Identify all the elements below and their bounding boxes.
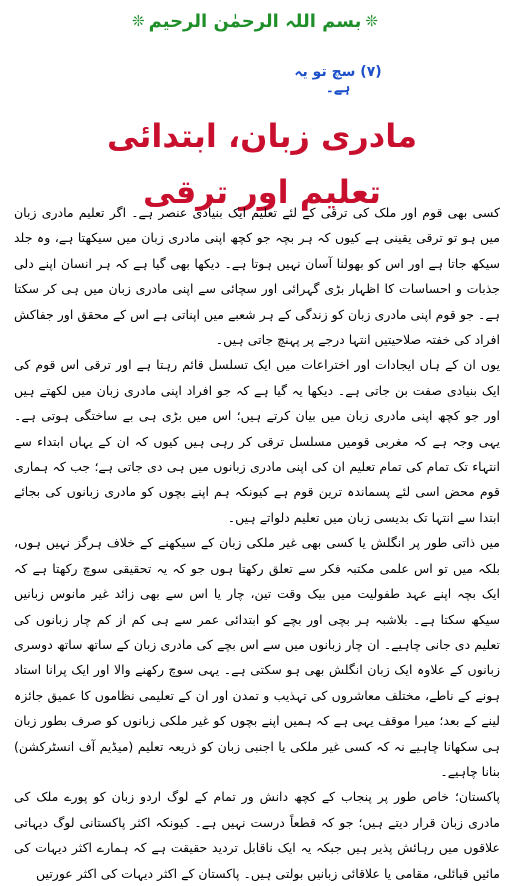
kicker-text: (۷) سچ تو یہ ہے۔: [294, 64, 382, 96]
ornament-left-icon: ❊: [365, 12, 378, 30]
paragraph-4: پاکستان؛ خاص طور پر پنجاب کے کچھ دانش ور تمام کے لوگ اردو زبان کو پورے ملک کی مادری زبان قرار دیتے ہیں؛ جو کہ قطعاً درست نہیں ہے۔ کیونکہ اکثر پاکستانی لوگ دیہاتی علاقوں میں رہائش پذیر ہیں جبکہ یہ ایک ناقابل تردید حقیقت ہے کہ ہمارے اکثر دیہات کی مائیں قبائلی، مقامی یا علاقائی زبانیں بولتی ہیں۔ پاکستان کے اکثر دیہات کی اکثر عورتیں: [14, 789, 500, 881]
paragraph-1: کسی بھی قوم اور ملک کی ترقی کے لئے تعلیم ایک بنیادی عنصر ہے۔ اگر تعلیم مادری زبان میں ہو تو ترقی یقینی ہے کیوں کہ ہر بچہ جو کچھ اپنی مادری زبان میں سیکھتا ہے، وہ جلد سیکھ جاتا ہے اور اس کو بھولنا آسان نہیں ہوتا ہے۔ دیکھا بھی گیا ہے کہ ہر انسان اپنے دلی جذبات و احساسات کا اظہار بڑی گہرائی اور سچائی سے اپنی مادری زبان میں ہی کر سکتا ہے۔ جو قوم اپنی مادری زبان کو زندگی کے ہر شعبے میں اپناتی ہے اس کے محقق اور جفاکش افراد کی خفتہ صلاحیتیں انتہا درجے پر پہنچ جاتی ہیں۔: [14, 205, 500, 348]
article-body: [14, 200, 500, 886]
bismillah-header: [112, 6, 398, 36]
paragraph-2: یوں ان کے ہاں ایجادات اور اختراعات میں ایک تسلسل قائم رہتا ہے اور ترقی اس قوم کی ایک بنیادی صفت بن جاتی ہے۔ دیکھا یہ گیا ہے کہ جو افراد اپنی مادری زبان میں لکھتے ہیں اور جو کچھ اپنی مادری زبان میں بیان کرتے ہیں؛ اس میں بڑی ہی بے ساختگی ہوتی ہے۔ یہی وجہ ہے کہ مغربی قومیں مسلسل ترقی کر رہی ہیں کیوں کہ ان کے یہاں ابتداء سے انتہاء تک تمام کی تمام تعلیم ان کی اپنی مادری زبانوں میں ہی دی جاتی ہے؛ جب کہ ہماری قوم محض اسی لئے پسماندہ ترین قوم ہے کیونکہ ہم اپنے بچوں کو مادری زبانوں کی بجائے ابتدا سے انتہا تک بدیسی زبان میں تعلیم دلواتے ہیں۔: [14, 357, 500, 525]
article-title: مادری زبان، ابتدائی تعلیم اور ترقی: [106, 117, 418, 211]
ornament-right-icon: ❊: [132, 12, 145, 30]
paragraph-3: میں ذاتی طور پر انگلش یا کسی بھی غیر ملکی زبان کے سیکھنے کے خلاف ہرگز نہیں ہوں، بلکہ میں تو اس علمی مکتبہ فکر سے تعلق رکھتا ہوں جو کہ یہ تحقیقی سوچ رکھتا ہے کہ ایک بچہ اپنے عہد طفولیت میں بیک وقت تین، چار یا اس سے بھی زائد غیر مانوس زبانیں سیکھ سکتا ہے۔ بلاشبہ ہر بچی اور بچے کو ابتدائی عمر سے ہی کم از کم چار زبانوں کی تعلیم دی جانی چاہیے۔ ان چار زبانوں میں سے اس بچے کی مادری زبان کے ساتھ ساتھ دوسری زبانوں کے علاوہ ایک زبان انگلش بھی ہو سکتی ہے۔ یہی سوچ رکھنے والا اور ایک پرانا استاد ہونے کے ناطے، مختلف معاشروں کی تہذیب و تمدن اور ان کے تعلیمی نظاموں کا عمیق جائزہ لینے کے بعد؛ میرا موقف یہی ہے کہ ہمیں اپنے بچوں کو غیر ملکی زبانوں کو صرف بطور زبان ہی سکھانا چاہیے نہ کہ کسی غیر ملکی یا اجنبی زبان کو ذریعہ تعلیم (میڈیم آف انسٹرکشن) بنانا چاہیے۔: [14, 535, 500, 779]
bismillah-text: بسم اللہ الرحمٰن الرحیم: [148, 10, 362, 32]
